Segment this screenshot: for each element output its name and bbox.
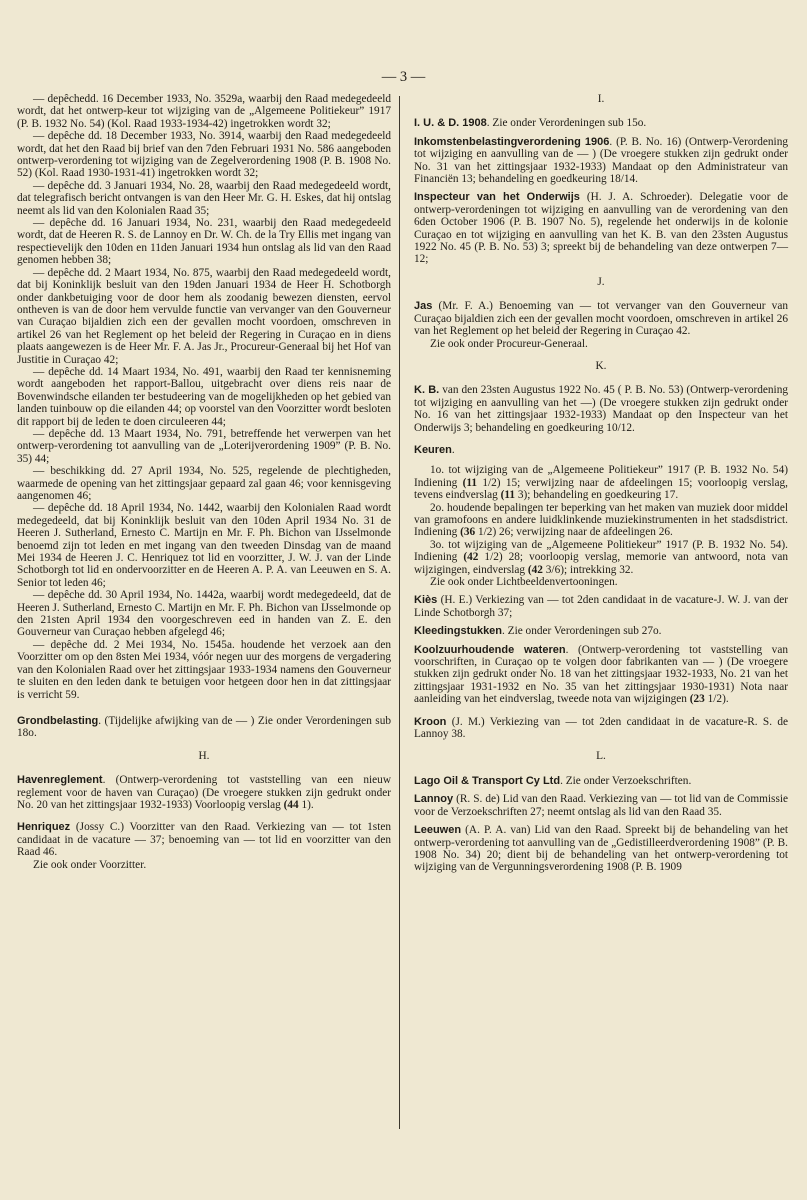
- index-text: 1).: [298, 798, 314, 811]
- index-text: (Mr. F. A.) Benoeming van — tot vervanger van den Gouverneur van Curaçao bijaldien zich een der gevallen mocht voordoen, omschreven in artikel 26 van het Reglement op het beleid der Regering in Curaçao 42.: [414, 300, 788, 338]
- index-text: . (Ontwerp-verordening tot vaststelling van een nieuw reglement voor de haven van Curaçao) (De vroegere stukken zijn gedrukt onder No. 20 van het zittingsjaar 1932-1933) Voorloopig verslag: [17, 774, 391, 811]
- index-text: (H. E.) Verkiezing van — tot 2den candidaat in de vacature-J. W. J. van der Linde Schotborgh 37;: [414, 594, 788, 619]
- index-entry-kies: [414, 594, 788, 619]
- index-entry-inkomsten: [414, 136, 788, 186]
- depeche-entry: — depêche dd. 2 Mei 1934, No. 1545a. houdende het verzoek aan den Voorzitter om op den 8sten Mei 1934, vóór negen uur des morgens de vergadering van den Kolonialen Raad over het zittingsjaar 1933-1934 namens den Gouverneur te sluiten en den leden dank te betuigen voor hetgeen door hen in dat zittingsjaar is verricht 59.: [17, 638, 391, 701]
- index-text: . Zie onder Verordeningen sub 15o.: [486, 117, 647, 130]
- index-term: Kiès: [414, 594, 438, 607]
- page-number: — 3 —: [381, 69, 426, 85]
- keuren-item-1: 1o. tot wijziging van de „Algemeene Politiekeur” 1917 (P. B. 1932 No. 54) Indiening (11 1/2) 15; verwijzing naar de afdeelingen 15; voorloopig verslag, tevens eindverslag (11 3); behandeling en goedkeuring 17.: [414, 464, 788, 502]
- index-term: Havenreglement: [17, 774, 103, 787]
- index-term: Grondbelasting: [17, 714, 99, 727]
- depeche-entry: — depêche dd. 16 Januari 1934, No. 231, waarbij den Raad medegedeeld wordt, dat de Heeren R. S. de Lannoy en Dr. W. Ch. de la Try Ellis met ingang van respectievelijk den 10den en 11den Januari 1934 hun ontslag als lid van den Raad genomen hebben 38;: [17, 217, 391, 267]
- left-column: [17, 93, 391, 871]
- index-text: 1/2).: [704, 693, 729, 706]
- index-text: (J. M.) Verkiezing van — tot 2den candidaat in de vacature-R. S. de Lannoy 38.: [414, 715, 788, 741]
- index-entry-lago: [414, 775, 788, 787]
- index-text: . (P. B. No. 16) (Ontwerp-Verordening tot wijziging en aanvulling van de — ) (De vroegere stukken zijn gedrukt onder No. 31 van het zittingsjaar 1932-1933) Mandaat op den Administrateur van Financiën 13; behandeling en goedkeuring 18/14.: [414, 135, 788, 186]
- keuren-heading: [414, 444, 788, 456]
- depeche-entry: — depêche dd. 3 Januari 1934, No. 28, waarbij den Raad medegedeeld wordt, dat telegrafisch bericht ontvangen is van den Heer Mr. G. H. Eskes, dat hij ontslag neemt als lid van den Kolonialen Raad 35;: [17, 179, 391, 217]
- index-text: .: [451, 443, 455, 456]
- index-term: Kroon: [414, 715, 447, 728]
- index-term: Inspecteur van het Onderwijs: [414, 191, 580, 204]
- index-entry-lannoy: [414, 793, 788, 818]
- index-text: . (Tijdelijke afwijking van de — ) Zie onder Verordeningen sub 18o.: [17, 714, 391, 740]
- depeche-entry: — depêche dd. 30 April 1934, No. 1442a, waarbij wordt medegedeeld, dat de Heeren J. Sutherland, Ernesto C. Martijn en Mr. F. Ph. Bichon van IJsselmonde op den 21sten April 1934 den voorgeschreven eed in handen van Z. E. den Gouverneur van Curaçao hebben afgelegd 46;: [17, 589, 391, 639]
- section-letter-h: H.: [198, 749, 210, 762]
- index-term: I. U. & D. 1908: [414, 117, 487, 130]
- depeche-entry: — depêche dd. 13 Maart 1934, No. 791, betreffende het verwerpen van het ontwerp-verordening tot aanvulling van de „Loterijverordening 1909” (P. B. No. 35) 44;: [17, 427, 391, 465]
- see-also: Zie ook onder Voorzitter.: [33, 858, 147, 871]
- index-text: . (Ontwerp-verordening tot vaststelling van voorschriften, in Curaçao op te volgen door fabrikanten van — ) (De vroegere stukken zijn gedrukt onder No. 18 van het zittingsjaar 1932-1933, No. 21 van het zittingsjaar 1931-1932 en No. 35 van het zittingsjaar 1930-1931) Nota naar aanleiding van het eindverslag, tweede nota van wijzigingen: [414, 643, 788, 706]
- section-letter-l: L.: [596, 750, 606, 763]
- index-entry-kb: [414, 384, 788, 434]
- index-term: Henriquez: [17, 821, 71, 834]
- see-also: Zie ook onder Procureur-Generaal.: [430, 337, 588, 350]
- index-text: . Zie onder Verordeningen sub 27o.: [502, 625, 662, 638]
- index-entry-grondbelasting: [17, 715, 391, 740]
- index-term: Lannoy: [414, 793, 454, 806]
- index-entry-keuren: [414, 444, 788, 588]
- index-entry-henriquez: [17, 821, 391, 858]
- index-term: Koolzuurhoudende wateren: [414, 643, 566, 656]
- depeche-entry: — depêche dd. 18 April 1934, No. 1442, waarbij den Kolonialen Raad wordt medegedeeld, dat bij Koninklijk besluit van den 10den April 1934 No. 31 de Heeren J. Sutherland, Ernesto C. Martijn en Mr. F. Ph. Bichon van IJsselmonde benoemd zijn tot leden en met ingang van den tweeden Dinsdag van de maand Mei 1934 de Heeren J. C. Henriquez tot lid en voorzitter, J. W. J. van der Linde Schotborgh tot lid en ondervoorzitter en de Heeren A. P. A. van Leeuwen en S. A. Senior tot leden 46;: [17, 502, 391, 589]
- depeche-entry: — beschikking dd. 27 April 1934, No. 525, regelende de plechtigheden, waarmede de opening van het zittingsjaar gepaard zal gaan 46; voor kennisgeving aangenomen 46;: [17, 465, 391, 502]
- reference-bold: (44: [283, 798, 299, 811]
- depeche-entry: — depêchedd. 16 December 1933, No. 3529a, waarbij den Raad medegedeeld wordt, dat het ontwerp-keur tot wijziging van de „Algemeene Politiekeur” 1917 (P. B. 1932 No. 54) (Kol. Raad 1933-1934-42) ingetrokken wordt 32;: [17, 93, 391, 130]
- index-entry-havenreglement: [17, 774, 391, 811]
- section-letter-i: I.: [597, 93, 605, 105]
- index-term: Jas: [414, 300, 433, 313]
- depeche-entry: — depêche dd. 2 Maart 1934, No. 875, waarbij den Raad medegedeeld wordt, dat bij Koninklijk besluit van den 19den Januari 1934 de Heer H. Schotborgh onder dankbetuiging voor de door hem als zoodanig bewezen diensten, eervol ontheven is van de door hem vervulde functie van vervanger van den Gouverneur van Curaçao bijaldien zich een der gevallen mocht voordoen, omschreven in artikel 26 van het Reglement op het beleid der Regering in Curaçao en in diens plaats aangewezen is de Heer Mr. F. A. Jas Jr., Procureur-Generaal bij het Hof van Justitie in Curaçao 42;: [17, 266, 391, 366]
- index-entry-kleedingstukken: [414, 625, 788, 637]
- index-entry-koolzuur: [414, 644, 788, 706]
- index-term: K. B.: [414, 384, 440, 397]
- index-text: (H. J. A. Schroeder). Delegatie voor de ontwerp-verordeningen tot wijziging en aanvulling van de verordening van den 6den October 1906 (P. B. 1907 No. 5), regelende het onderwijs in de kolonie Curaçao en tot wijziging en aanvulling van het K. B. van den 23sten Augustus 1922 No. 45 (P. B. No. 53) 3; spreekt bij de behandeling van deze ontwerpen 7—12;: [414, 191, 789, 266]
- index-entry-kroon: [414, 716, 788, 741]
- index-term: Lago Oil & Transport Cy Ltd: [414, 774, 561, 787]
- keuren-item-3: 3o. tot wijziging van de „Algemeene Politiekeur” 1917 (P. B. 1932 No. 54). Indiening (42 1/2) 28; voorloopig verslag, memorie van antwoord, nota van wijzigingen, eindverslag (42 3/6); intrekking 32.: [414, 538, 788, 576]
- index-term: Inkomstenbelastingverordening 1906: [414, 135, 610, 148]
- index-text: (Jossy C.) Voorzitter van den Raad. Verkiezing van — tot 1sten candidaat in de vacature — 37; benoeming van — tot lid en voorzitter van den Raad 46.: [17, 821, 391, 859]
- index-term: Kleedingstukken: [414, 625, 503, 638]
- column-divider: [399, 96, 400, 1129]
- index-text: (R. S. de) Lid van den Raad. Verkiezing van — tot lid van de Commissie voor de Verzoekschriften 27; neemt ontslag als lid van den Raad 35.: [414, 793, 788, 818]
- index-entry-inspecteur: [414, 191, 788, 265]
- depeche-entry: — depêche dd. 18 December 1933, No. 3914, waarbij den Raad medegedeeld wordt, dat het den Raad bij brief van den 7den Februari 1931 No. 586 aangeboden ontwerp-verordening tot wijziging van de Zegelverordening 1908 (P. B. 1908 No. 52) (Kol. Raad 1930-1931-41) ingetrokken wordt 32;: [17, 130, 391, 180]
- reference-bold: (23: [689, 693, 705, 706]
- index-entry-leeuwen: [414, 824, 788, 874]
- section-letter-k: K.: [595, 359, 607, 372]
- index-entry-iud: [414, 117, 788, 129]
- right-column: [414, 93, 788, 874]
- index-text: van den 23sten Augustus 1922 No. 45 ( P. B. No. 53) (Ontwerp-verordening tot wijziging en aanvulling van het —) (De vroegere stukken zijn gedrukt onder No. 16 van het zittingsjaar 1932-1933) Mandaat op den Inspecteur van het Onderwijs 3; behandeling en goedkeuring 10/12.: [414, 384, 788, 434]
- depeche-entry: — depêche dd. 14 Maart 1934, No. 491, waarbij den Raad ter kennisneming wordt aangeboden het rapport-Ballou, uitgebracht over diens reis naar de Bovenwindsche eilanden ter bestudeering van de mogelijkheden op het gebied van landen tuinbouw op die eilanden 44; op voorstel van den Voorzitter wordt besloten dit rapport bij de leden te doen circuleeren 44;: [17, 365, 391, 428]
- see-also: Zie ook onder Lichtbeeldenvertooningen.: [430, 576, 618, 588]
- keuren-item-2: 2o. houdende bepalingen ter beperking van het maken van muziek door middel van gramofoons en andere luidklinkende muziekinstrumenten in het stadsdistrict. Indiening (36 1/2) 26; verwijzing naar de afdeelingen 26.: [414, 501, 788, 539]
- index-term: Keuren: [414, 443, 452, 456]
- index-text: . Zie onder Verzoekschriften.: [560, 774, 692, 787]
- index-entry-jas: [414, 300, 788, 337]
- index-text: (A. P. A. van) Lid van den Raad. Spreekt bij de behandeling van het ontwerp-verordening tot aanvulling van de „Gedistilleerdverordening 1908” (P. B. 1908 No. 34) 20; dient bij de behandeling van het ontwerp-verordening tot wijziging van de Vergunningsverordening 1908 (P. B. 1909: [414, 824, 788, 874]
- index-term: Leeuwen: [414, 824, 462, 837]
- section-letter-j: J.: [597, 275, 605, 288]
